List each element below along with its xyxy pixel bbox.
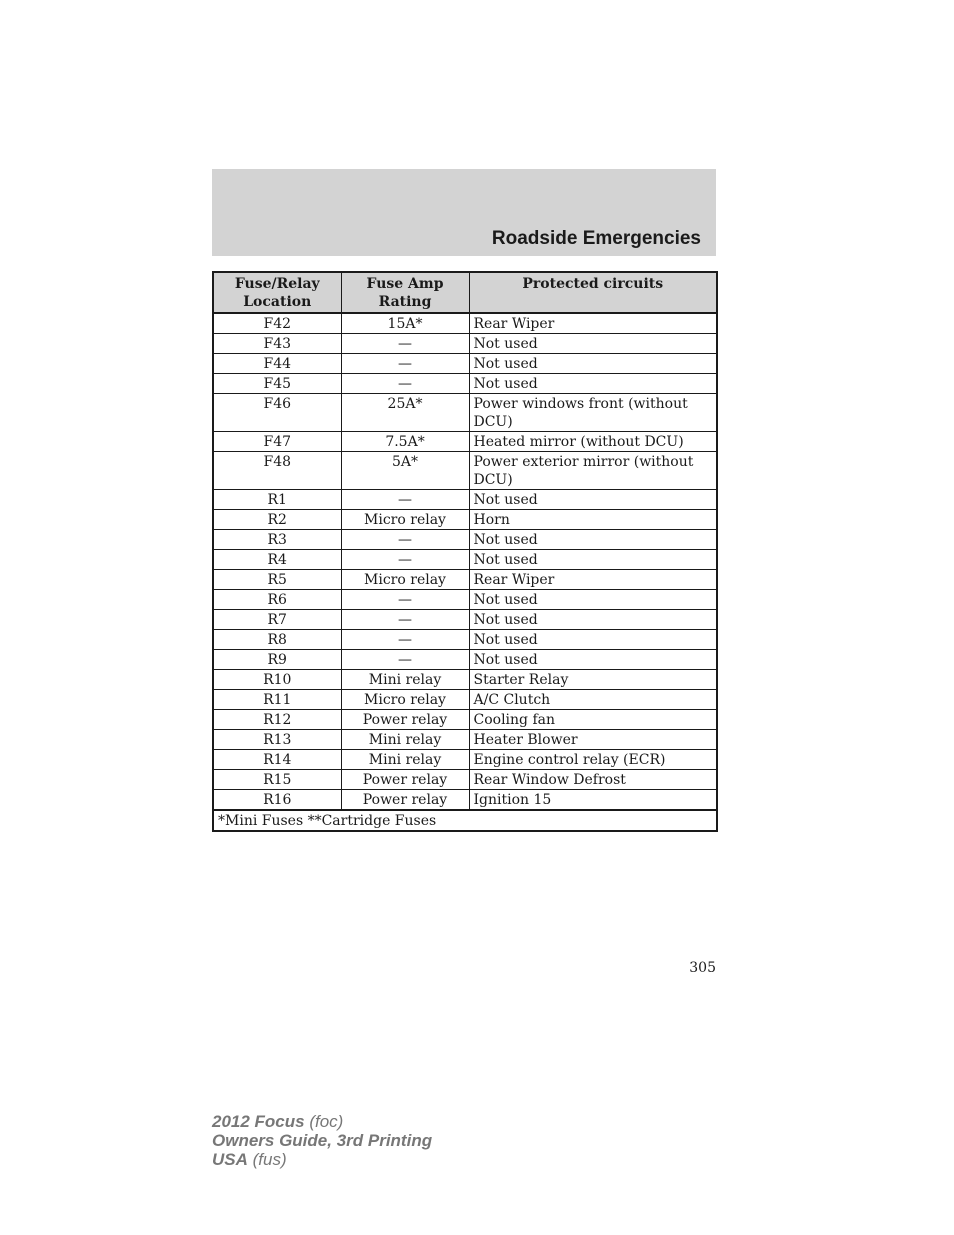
- cell-amp-rating: 5A*: [341, 452, 469, 490]
- table-row: [213, 510, 717, 530]
- cell-amp-rating: Micro relay: [341, 510, 469, 530]
- cell-protected-circuit: Not used: [469, 590, 717, 610]
- table-row: [213, 530, 717, 550]
- cell-amp-rating: Micro relay: [341, 690, 469, 710]
- cell-location: R14: [213, 750, 341, 770]
- table-row: [213, 670, 717, 690]
- cell-protected-circuit: Power windows front (without DCU): [469, 394, 717, 432]
- cell-protected-circuit: Not used: [469, 354, 717, 374]
- table-row: [213, 770, 717, 790]
- column-header-protected-circuits: [469, 272, 717, 313]
- cell-amp-rating: —: [341, 490, 469, 510]
- cell-amp-rating: Micro relay: [341, 570, 469, 590]
- cell-protected-circuit: Engine control relay (ECR): [469, 750, 717, 770]
- cell-location: R9: [213, 650, 341, 670]
- table-row: [213, 630, 717, 650]
- table-row: [213, 690, 717, 710]
- cell-amp-rating: —: [341, 630, 469, 650]
- column-header-amp-rating: [341, 272, 469, 313]
- cell-amp-rating: —: [341, 550, 469, 570]
- table-row: [213, 570, 717, 590]
- cell-amp-rating: 15A*: [341, 313, 469, 334]
- footer-line-guide: Owners Guide, 3rd Printing: [212, 1131, 433, 1150]
- cell-protected-circuit: Not used: [469, 530, 717, 550]
- cell-location: F43: [213, 334, 341, 354]
- cell-location: R13: [213, 730, 341, 750]
- cell-location: F48: [213, 452, 341, 490]
- cell-protected-circuit: Heater Blower: [469, 730, 717, 750]
- cell-amp-rating: Mini relay: [341, 750, 469, 770]
- table-row: [213, 610, 717, 630]
- table-row: [213, 590, 717, 610]
- cell-amp-rating: Power relay: [341, 790, 469, 811]
- cell-location: F46: [213, 394, 341, 432]
- page-number: 305: [689, 960, 716, 976]
- cell-location: R6: [213, 590, 341, 610]
- footer-region-code: (fus): [252, 1150, 287, 1169]
- table-row: [213, 374, 717, 394]
- table-row: [213, 490, 717, 510]
- cell-location: F45: [213, 374, 341, 394]
- cell-protected-circuit: Not used: [469, 374, 717, 394]
- table-row: [213, 550, 717, 570]
- table-row: [213, 730, 717, 750]
- cell-location: F42: [213, 313, 341, 334]
- cell-amp-rating: 25A*: [341, 394, 469, 432]
- section-title: Roadside Emergencies: [491, 228, 701, 249]
- cell-location: R10: [213, 670, 341, 690]
- column-header-location-text: Fuse/Relay Location: [234, 276, 320, 310]
- cell-location: R11: [213, 690, 341, 710]
- cell-amp-rating: —: [341, 334, 469, 354]
- cell-protected-circuit: Rear Wiper: [469, 570, 717, 590]
- cell-amp-rating: Mini relay: [341, 670, 469, 690]
- cell-location: R5: [213, 570, 341, 590]
- cell-amp-rating: —: [341, 650, 469, 670]
- table-row: [213, 650, 717, 670]
- table-row: [213, 334, 717, 354]
- cell-location: F47: [213, 432, 341, 452]
- table-row: [213, 452, 717, 490]
- cell-location: R8: [213, 630, 341, 650]
- footer-model-code: (foc): [309, 1112, 344, 1131]
- table-row: [213, 432, 717, 452]
- table-row: [213, 710, 717, 730]
- cell-amp-rating: Mini relay: [341, 730, 469, 750]
- cell-protected-circuit: A/C Clutch: [469, 690, 717, 710]
- cell-amp-rating: —: [341, 610, 469, 630]
- cell-protected-circuit: Ignition 15: [469, 790, 717, 811]
- cell-protected-circuit: Starter Relay: [469, 670, 717, 690]
- cell-protected-circuit: Not used: [469, 490, 717, 510]
- cell-location: F44: [213, 354, 341, 374]
- footer-model: 2012 Focus: [212, 1112, 305, 1131]
- cell-protected-circuit: Not used: [469, 630, 717, 650]
- cell-protected-circuit: Rear Window Defrost: [469, 770, 717, 790]
- table-row: [213, 313, 717, 334]
- footer-line-region: [212, 1150, 432, 1169]
- cell-amp-rating: Power relay: [341, 770, 469, 790]
- document-footer: [212, 1112, 432, 1169]
- cell-location: R1: [213, 490, 341, 510]
- cell-protected-circuit: Not used: [469, 610, 717, 630]
- table-footnote-row: [213, 810, 717, 831]
- cell-protected-circuit: Power exterior mirror (without DCU): [469, 452, 717, 490]
- cell-amp-rating: —: [341, 374, 469, 394]
- cell-amp-rating: Power relay: [341, 710, 469, 730]
- cell-protected-circuit: Not used: [469, 334, 717, 354]
- column-header-amp-rating-text: Fuse Amp Rating: [366, 276, 444, 310]
- column-header-protected-circuits-text: Protected circuits: [522, 276, 664, 292]
- table-row: [213, 354, 717, 374]
- footer-line-model: [212, 1112, 432, 1131]
- table-row: [213, 750, 717, 770]
- column-header-location: [213, 272, 341, 313]
- cell-protected-circuit: Cooling fan: [469, 710, 717, 730]
- footer-region: USA: [212, 1150, 248, 1169]
- cell-amp-rating: —: [341, 354, 469, 374]
- table-row: [213, 394, 717, 432]
- cell-protected-circuit: Not used: [469, 550, 717, 570]
- cell-location: R15: [213, 770, 341, 790]
- cell-location: R3: [213, 530, 341, 550]
- cell-protected-circuit: Rear Wiper: [469, 313, 717, 334]
- cell-location: R2: [213, 510, 341, 530]
- cell-amp-rating: 7.5A*: [341, 432, 469, 452]
- cell-location: R4: [213, 550, 341, 570]
- table-footnote: *Mini Fuses **Cartridge Fuses: [213, 810, 717, 831]
- cell-location: R16: [213, 790, 341, 811]
- table-row: [213, 790, 717, 811]
- cell-amp-rating: —: [341, 590, 469, 610]
- cell-protected-circuit: Heated mirror (without DCU): [469, 432, 717, 452]
- cell-protected-circuit: Not used: [469, 650, 717, 670]
- cell-location: R12: [213, 710, 341, 730]
- cell-protected-circuit: Horn: [469, 510, 717, 530]
- fuse-table: [212, 271, 718, 832]
- table-header-row: [213, 272, 717, 313]
- cell-location: R7: [213, 610, 341, 630]
- cell-amp-rating: —: [341, 530, 469, 550]
- section-header-band: [212, 169, 716, 256]
